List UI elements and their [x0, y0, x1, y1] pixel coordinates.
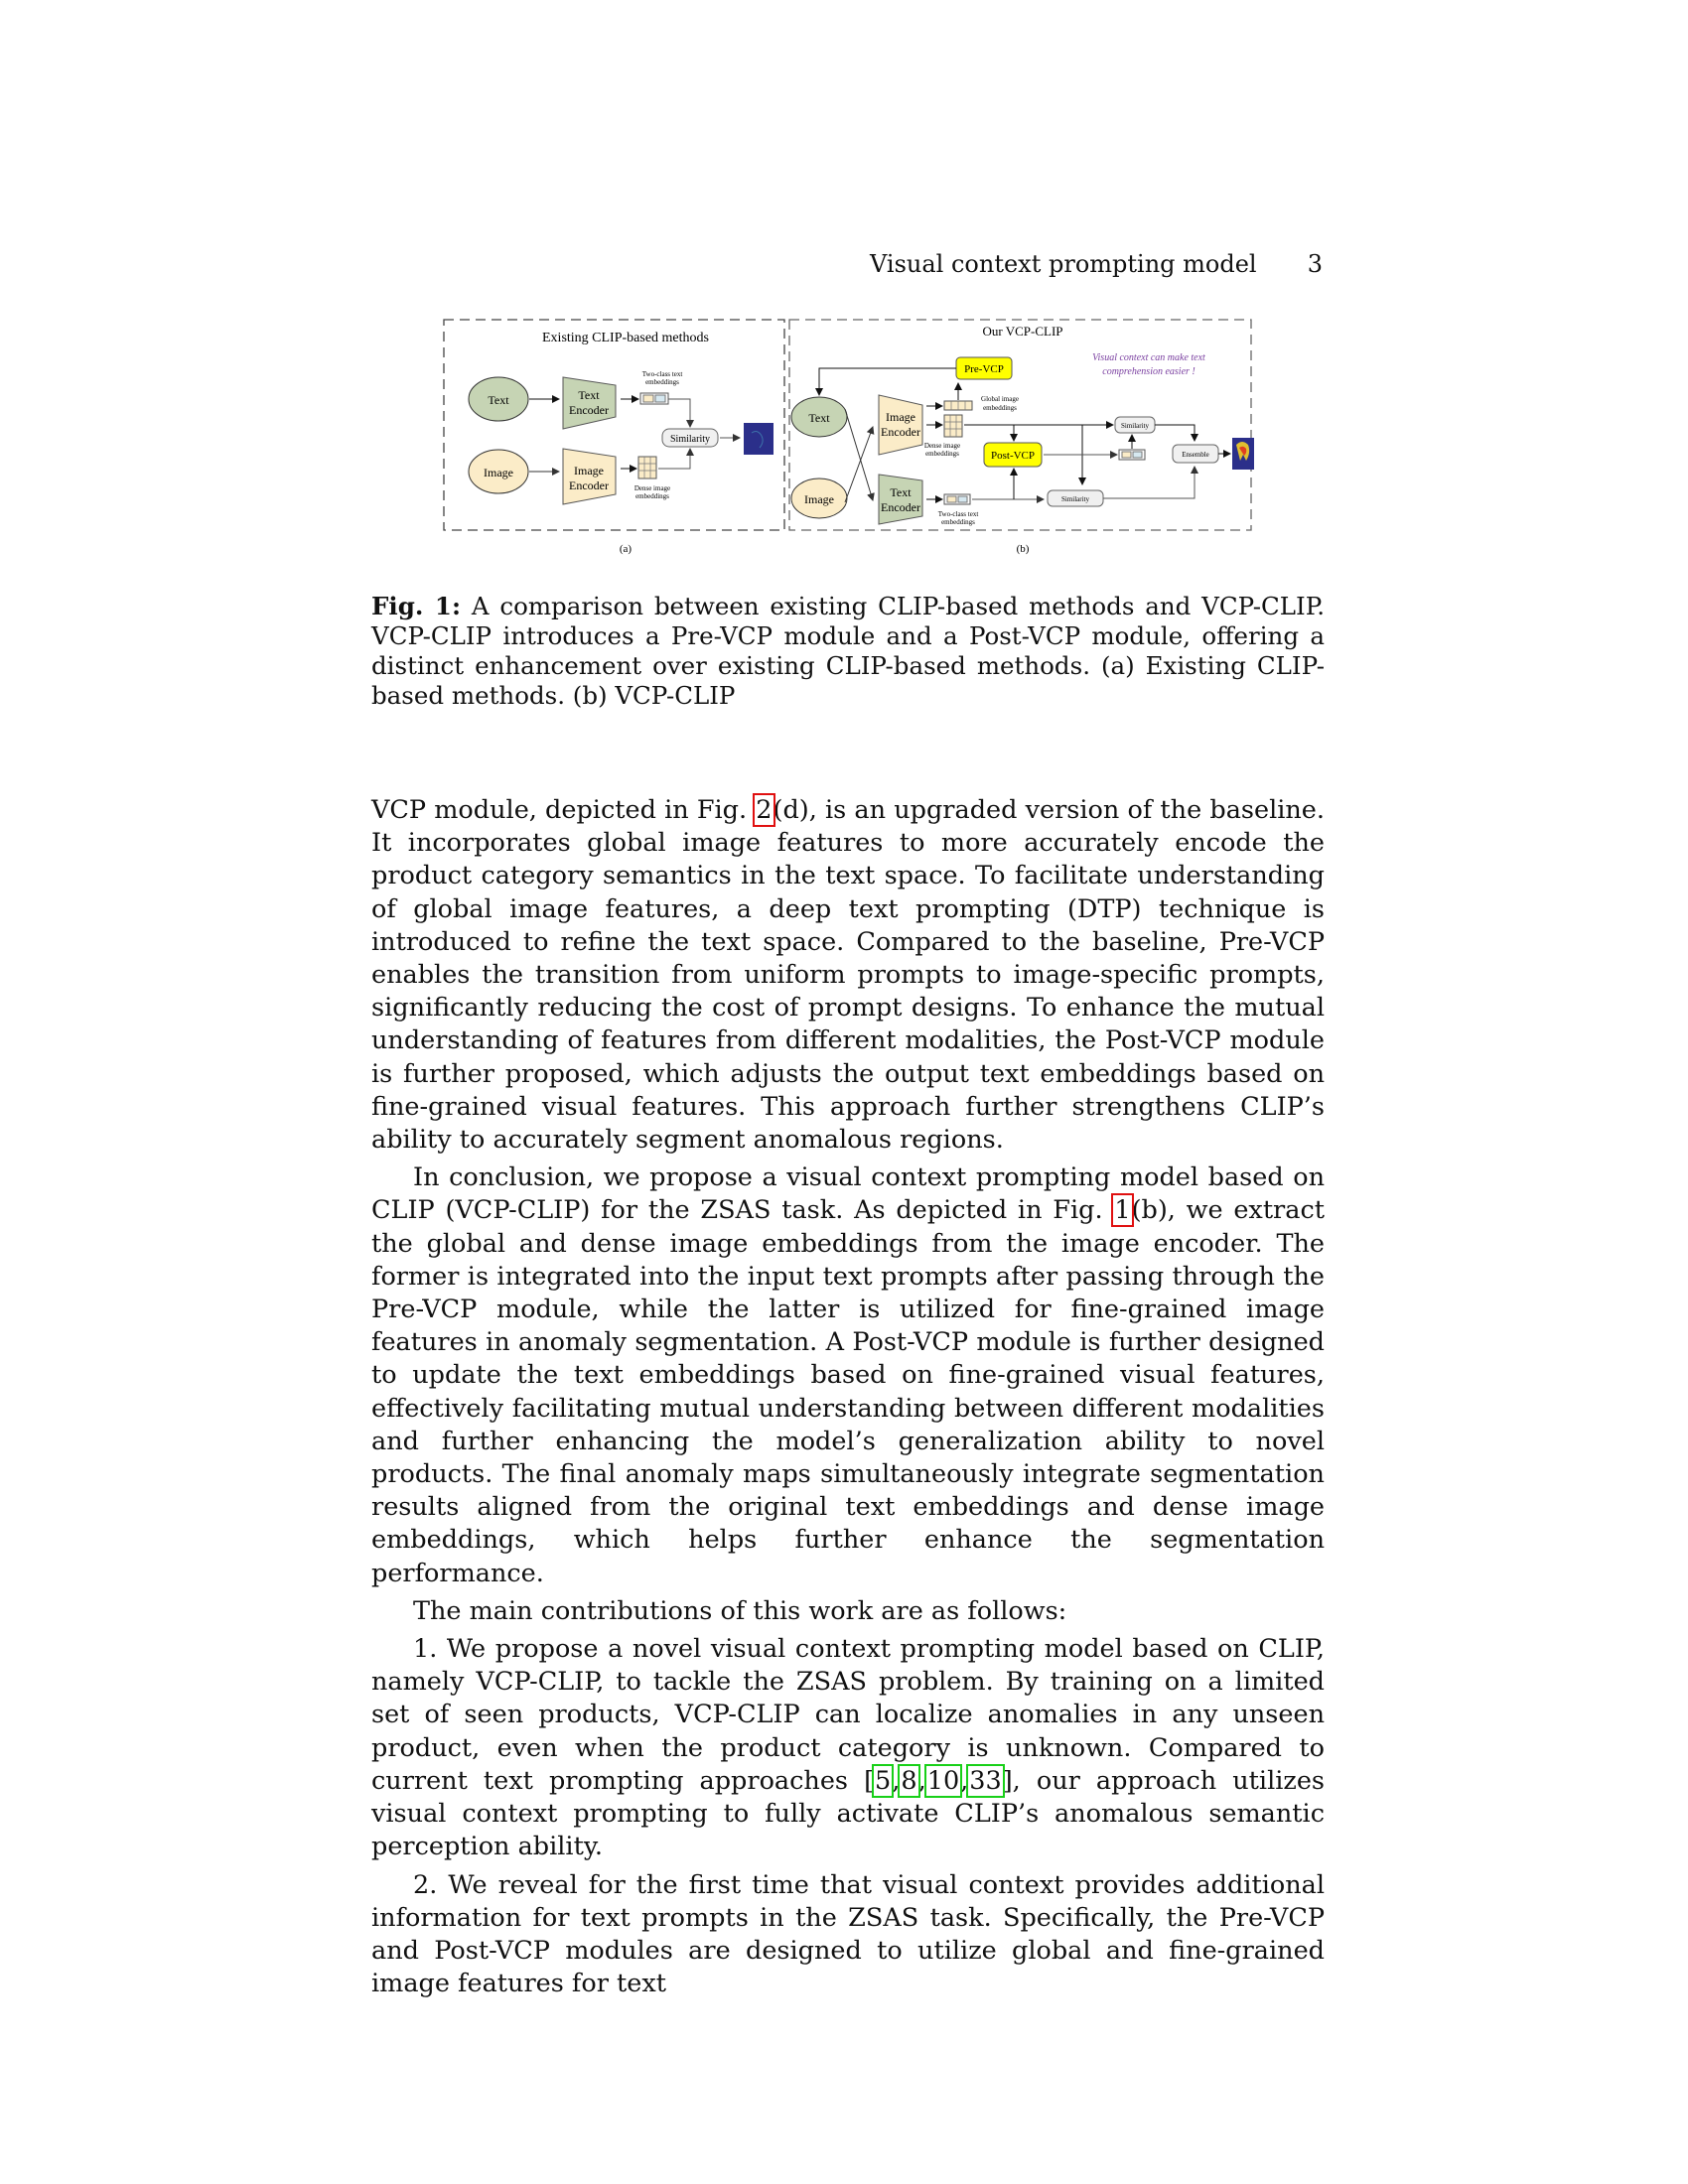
svg-text:embeddings: embeddings [983, 404, 1017, 412]
global-embeddings [944, 401, 972, 410]
paragraph-2: In conclusion, we propose a visual context prompting model based on CLIP (VCP-CLIP) for the ZSAS task. As depicted in Fig. 1(b), we extract the global and dense image embeddings from the image encoder. The former is integrated into the input text prompts after passing through the Pre-VCP module, while the latter is utilized for fine-grained image features in anomaly segmentation. A Post-VCP module is further designed to update the text embeddings based on fine-grained visual features, effectively facilitating mutual understanding between different modalities and further enhancing the model’s generalization ability to novel products. The final anomaly maps simultaneously integrate segmentation results aligned from the original text embeddings and dense image embeddings, which helps further enhance the segmentation performance. [371, 1162, 1325, 1588]
svg-text:Encoder: Encoder [881, 425, 920, 439]
panel-a [444, 320, 784, 555]
running-title: Visual context prompting model [870, 250, 1257, 278]
svg-text:embeddings: embeddings [941, 518, 975, 526]
figure-1 [442, 318, 1256, 561]
svg-text:Ensemble: Ensemble [1182, 451, 1209, 459]
svg-text:Two-class text: Two-class text [937, 510, 979, 518]
panel-a-label: (a) [619, 543, 633, 555]
svg-text:Similarity: Similarity [670, 434, 710, 445]
svg-text:Image: Image [804, 492, 834, 506]
svg-text:Dense image: Dense image [923, 442, 961, 450]
panel-b-label: (b) [1016, 543, 1030, 555]
citation-5[interactable]: 5 [875, 1765, 892, 1796]
svg-text:Similarity: Similarity [1061, 495, 1089, 503]
dense-embeddings-b [944, 415, 962, 437]
svg-text:Post-VCP: Post-VCP [990, 450, 1036, 462]
svg-text:Dense image: Dense image [633, 484, 671, 492]
caption-label: Fig. 1: [371, 592, 462, 620]
panel-a-title: Existing CLIP-based methods [542, 331, 709, 345]
figure-ref-2[interactable]: 2 [756, 795, 773, 825]
text-embeddings-b [944, 494, 970, 504]
citation-10[interactable]: 10 [926, 1765, 960, 1796]
figure-ref-1[interactable]: 1 [1114, 1195, 1131, 1226]
svg-text:Text: Text [808, 411, 830, 425]
panel-b [789, 320, 1254, 555]
citation-8[interactable]: 8 [901, 1765, 917, 1796]
svg-text:Encoder: Encoder [881, 500, 920, 514]
running-head [870, 250, 1323, 280]
figure-caption [371, 592, 1325, 711]
svg-text:Similarity: Similarity [1121, 422, 1149, 430]
paragraph-1: VCP module, depicted in Fig. 2(d), is an upgraded version of the baseline. It incorporates global image features to more accurately encode the product category semantics in the text space. To facilitate understanding of global image features, a deep text prompting (DTP) technique is introduced to refine the text space. Compared to the baseline, Pre-VCP enables the transition from uniform prompts to image-specific prompts, significantly reducing the cost of prompt designs. To enhance the mutual understanding of features from different modalities, the Post-VCP module is further proposed, which adjusts the output text embeddings based on fine-grained visual features. This approach further strengthens CLIP’s ability to accurately segment anomalous regions. [371, 795, 1326, 1156]
contribution-1: 1. We propose a novel visual context prompting model based on CLIP, namely VCP-CLIP, to tackle the ZSAS problem. By training on a limited set of seen products, VCP-CLIP can localize anomalies in any unseen product, even when the product category is unknown. Compared to current text prompting approaches [5,8,10,33], our approach utilizes visual context prompting to fully activate CLIP’s anomalous semantic perception ability. [371, 1634, 1325, 1862]
contribution-2: 2. We reveal for the first time that visual context provides additional information for text prompts in the ZSAS task. Specifically, the Pre-VCP and Post-VCP modules are designed to utilize global and fine-grained image features for text [371, 1869, 1325, 1999]
svg-text:comprehension easier !: comprehension easier ! [1102, 366, 1196, 377]
text-node-a-label: Text [488, 393, 509, 407]
svg-text:Text: Text [890, 485, 912, 499]
anomaly-map-b [1232, 438, 1254, 470]
svg-text:embeddings: embeddings [645, 378, 679, 386]
svg-text:Two-class text: Two-class text [641, 370, 683, 378]
body-text [371, 794, 1325, 2005]
svg-text:Encoder: Encoder [569, 403, 609, 417]
svg-text:Image: Image [574, 464, 604, 478]
svg-text:Pre-VCP: Pre-VCP [964, 363, 1004, 375]
svg-text:Global image: Global image [981, 395, 1019, 403]
panel-b-title: Our VCP-CLIP [982, 324, 1063, 339]
dense-embeddings-a [638, 457, 656, 478]
citation-33[interactable]: 33 [969, 1765, 1002, 1796]
page-number: 3 [1307, 250, 1323, 278]
svg-text:Text: Text [578, 388, 600, 402]
image-node-a-label: Image [484, 466, 513, 479]
svg-text:Encoder: Encoder [569, 478, 609, 492]
updated-text-embeddings [1119, 450, 1145, 460]
caption-text: A comparison between existing CLIP-based methods and VCP-CLIP. VCP-CLIP introduces a Pre-VCP module and a Post-VCP module, offering a distinct enhancement over existing CLIP-based methods. (a) Existing CLIP-based methods. (b) VCP-CLIP [371, 592, 1326, 710]
anomaly-map-a [744, 423, 774, 455]
svg-text:Image: Image [886, 410, 915, 424]
text-encoder-b [879, 475, 922, 524]
svg-text:Visual context can make text: Visual context can make text [1092, 352, 1205, 363]
svg-text:embeddings: embeddings [925, 450, 959, 458]
svg-text:embeddings: embeddings [635, 492, 669, 500]
paragraph-3: The main contributions of this work are as follows: [413, 1595, 1067, 1626]
